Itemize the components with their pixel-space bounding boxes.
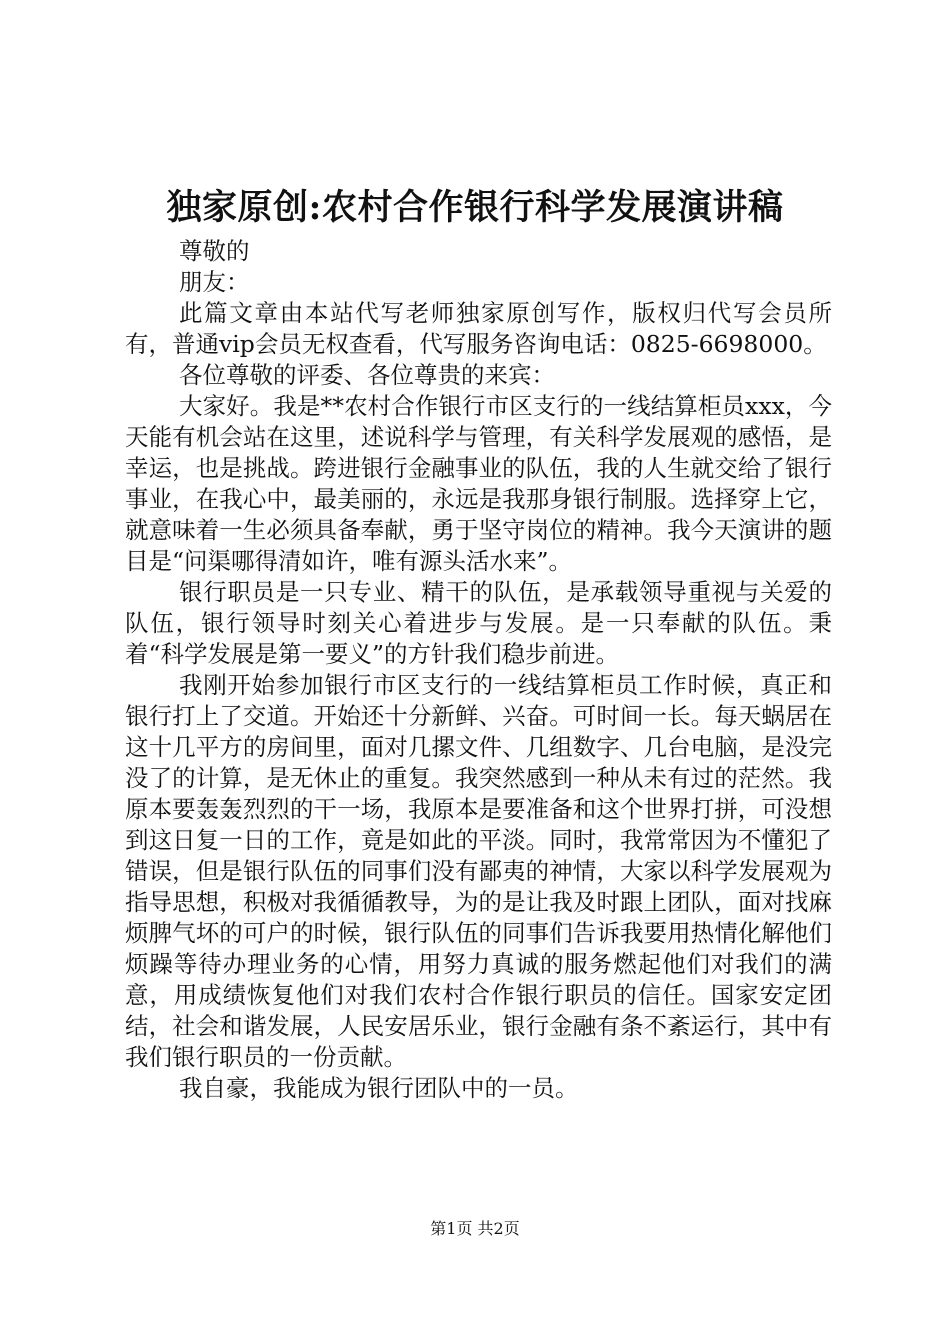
paragraph-team: 银行职员是一只专业、精干的队伍，是承载领导重视与关爱的队伍，银行领导时刻关心着进步与发展。是一只奉献的队伍。秉着“科学发展是第一要义”的方针我们稳步前进。 (125, 578, 832, 668)
paragraph-copyright-notice: 此篇文章由本站代写老师独家原创写作，版权归代写会员所有，普通vip会员无权查看，代写服务咨询电话：0825-6698000。 (125, 299, 832, 358)
paragraph-greeting: 各位尊敬的评委、各位尊贵的来宾： (179, 361, 555, 389)
page-footer: 第1页 共2页 (430, 1219, 520, 1238)
paragraph-introduction: 大家好。我是**农村合作银行市区支行的一线结算柜员xxx，今天能有机会站在这里，述说科学与管理，有关科学发展观的感悟，是幸运，也是挑战。跨进银行金融事业的队伍，我的人生就交给了银行事业，在我心中，最美丽的，永远是我那身银行制服。选择穿上它，就意味着一生必须具备奉献，勇于坚守岗位的精神。我今天演讲的题目是“问渠哪得清如许，唯有源头活水来”。 (125, 392, 832, 575)
document-body (125, 236, 832, 1104)
document-title: 独家原创:农村合作银行科学发展演讲稿 (166, 187, 784, 228)
paragraph-pride: 我自豪，我能成为银行团队中的一员。 (179, 1074, 579, 1102)
paragraph-salutation-2: 朋友： (179, 268, 250, 296)
paragraph-experience: 我刚开始参加银行市区支行的一线结算柜员工作时候，真正和银行打上了交道。开始还十分新鲜、兴奋。可时间一长。每天蜗居在这十几平方的房间里，面对几摞文件、几组数字、几台电脑，是没完没了的计算，是无休止的重复。我突然感到一种从未有过的茫然。我原本要轰轰烈烈的干一场，我原本是要准备和这个世界打拼，可没想到这日复一日的工作，竟是如此的平淡。同时，我常常因为不懂犯了错误，但是银行队伍的同事们没有鄙夷的神情，大家以科学发展观为指导思想，积极对我循循教导，为的是让我及时跟上团队，面对找麻烦脾气坏的可户的时候，银行队伍的同事们告诉我要用热情化解他们烦躁等待办理业务的心情，用努力真诚的服务燃起他们对我们的满意，用成绩恢复他们对我们农村合作银行职员的信任。国家安定团结，社会和谐发展，人民安居乐业，银行金融有条不紊运行，其中有我们银行职员的一份贡献。 (125, 671, 832, 1071)
paragraph-salutation-1: 尊敬的 (179, 237, 250, 265)
